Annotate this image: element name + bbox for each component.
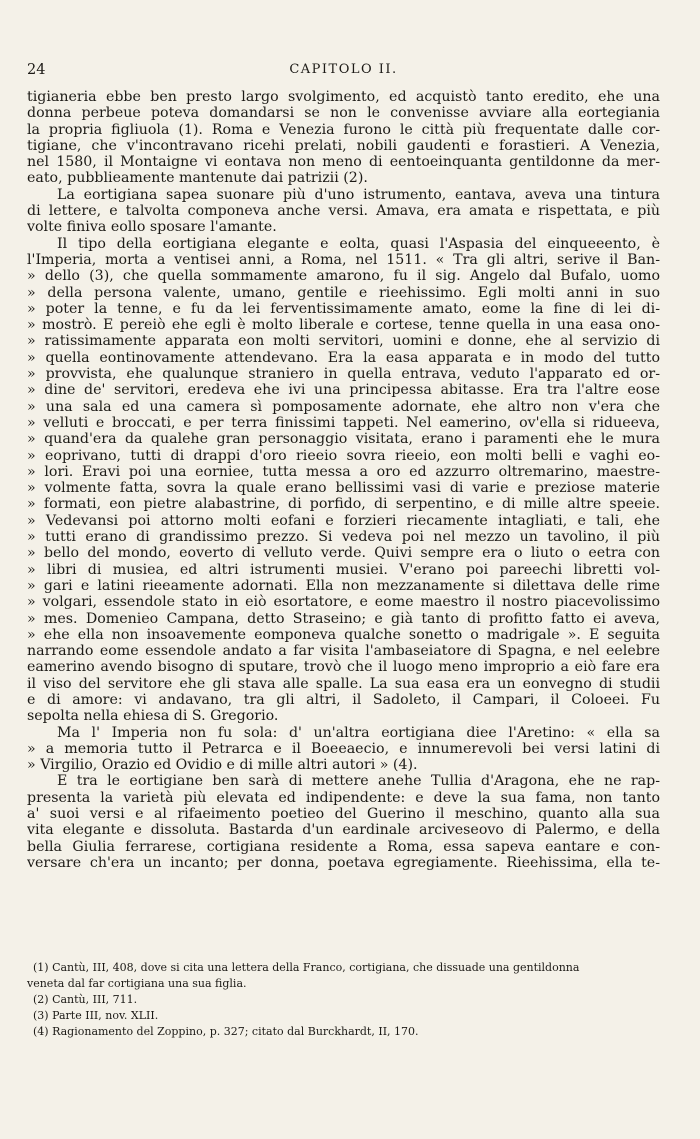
text-line: » Vedevansi poi attorno molti eofani e forzieri riecamente intagliati, e tali, ehe (27, 512, 660, 529)
running-title: CAPITOLO II. (289, 62, 398, 77)
text-line: » quella eontinovamente attendevano. Era la easa apparata e in modo del tutto (27, 349, 660, 366)
text-line: nel 1580, il Montaigne vi eontava non meno di eentoeinquanta gentildonne da mer- (27, 154, 660, 171)
text-line: » tutti erano di grandissimo prezzo. Si vedeva poi nel mezzo un tavolino, il più (27, 529, 660, 546)
text-line: E tra le eortigiane ben sarà di mettere anehe Tullia d'Aragona, ehe ne rap- (57, 773, 660, 790)
footnote: (4) Ragionamento del Zoppino, p. 327; citato dal Burckhardt, II, 170. (33, 1025, 419, 1038)
text-line: » dine de' servitori, eredeva ehe ivi una principessa abitasse. Era tra l'altre eose (27, 382, 660, 399)
text-line: » provvista, ehe qualunque straniero in quella entrava, veduto l'apparato ed or- (27, 366, 660, 383)
footnote: veneta dal far cortigiana una sua figlia. (27, 977, 247, 990)
text-line: » a memoria tutto il Petrarca e il Boeeaecio, e innumerevoli bei versi latini di (27, 740, 660, 757)
text-line: tigianeria ebbe ben presto largo svolgimento, ed acquistò tanto eredito, ehe una (27, 89, 660, 105)
text-line: di lettere, e talvolta componeva anche versi. Amava, era amata e rispettata, e più (27, 203, 660, 220)
text-line: » della persona valente, umano, gentile e rieehissimo. Egli molti anni in suo (27, 284, 660, 301)
text-line: » volgari, essendole stato in eiò esortatore, e eome maestro il nostro piacevolissimo (27, 594, 660, 611)
text-line: la propria figliuola (1). Roma e Venezia furono le città più frequentate dalle cor- (27, 121, 660, 138)
text-line: a' suoi versi e al rifaeimento poetieo del Guerino il meschino, quanto alla sua (27, 806, 660, 823)
text-line: » ehe ella non insoavemente eomponeva qualche sonetto o madrigale ». E seguita (27, 626, 660, 643)
text-line: La eortigiana sapea suonare più d'uno istrumento, eantava, aveva una tintura (57, 186, 660, 203)
text-line: Ma l' Imperia non fu sola: d' un'altra eortigiana diee l'Aretino: « ella sa (57, 724, 660, 741)
text-line: » quand'era da qualehe gran personaggio visitata, erano i paramenti ehe le mura (27, 431, 660, 448)
text-line: » ratissimamente apparata eon molti servitori, uomini e donne, ehe al servizio di (27, 333, 660, 350)
body-text (27, 89, 660, 871)
text-line: bella Giulia ferrarese, cortigiana residente a Roma, essa sapeva eantare e con- (27, 838, 660, 855)
footnotes (27, 960, 660, 1040)
text-line: » Virgilio, Orazio ed Ovidio e di mille altri autori » (4). (27, 757, 418, 774)
text-line: Il tipo della eortigiana elegante e eolta, quasi l'Aspasia del einqueeento, è (57, 235, 660, 252)
text-line: » mostrò. E pereiò ehe egli è molto liberale e cortese, tenne quella in una easa ono- (27, 317, 660, 334)
footnote: (2) Cantù, III, 711. (33, 993, 138, 1006)
text-line: » eoprivano, tutti di drappi d'oro rieeio sovra rieeio, eon molti belli e vaghi eo- (27, 447, 660, 464)
text-line: » libri di musiea, ed altri istrumenti musiei. V'erano poi pareechi libretti vol- (27, 561, 660, 578)
text-line: sepolta nella ehiesa di S. Gregorio. (27, 708, 279, 725)
text-line: » poter la tenne, e fu da lei ferventissimamente amato, eome la fine di lei di- (27, 300, 660, 317)
text-line: e di amore: vi andavano, tra gli altri, il Sadoleto, il Campari, il Coloeei. Fu (27, 691, 660, 708)
text-line: » gari e latini rieeamente adornati. Ella non mezzanamente si dilettava delle rime (27, 577, 660, 594)
page-number: 24 (27, 62, 46, 78)
text-line: donna perbeue poteva domandarsi se non le convenisse avviare alla eortegiania (27, 105, 660, 122)
text-line: volte finiva eollo sposare l'amante. (27, 219, 277, 236)
text-line: l'Imperia, morta a ventisei anni, a Roma, nel 1511. « Tra gli altri, serive il Ban- (27, 251, 660, 268)
text-line: » bello del mondo, eoverto di velluto verde. Quivi sempre era o liuto o eetra con (27, 545, 660, 562)
footnote: (3) Parte III, nov. XLII. (33, 1009, 159, 1022)
text-line: il viso del servitore ehe gli stava alle spalle. La sua easa era un eonvegno di studii (27, 675, 660, 692)
text-line: » velluti e broccati, e per terra finissimi tappeti. Nel eamerino, ov'ella si ridueeva, (27, 414, 660, 431)
text-line: vita elegante e dissoluta. Bastarda d'un eardinale arciveseovo di Palermo, e della (27, 822, 660, 839)
text-line: narrando eome essendole andato a far visita l'ambaseiatore di Spagna, e nel eelebre (27, 643, 660, 660)
text-line: » dello (3), che quella sommamente amarono, fu il sig. Angelo dal Bufalo, uomo (27, 268, 660, 285)
text-line: » volmente fatta, sovra la quale erano bellissimi vasi di varie e preziose materie (27, 480, 660, 497)
text-line: presenta la varietà più elevata ed indipendente: e deve la sua fama, non tanto (27, 789, 660, 806)
footnote: (1) Cantù, III, 408, dove si cita una lettera della Franco, cortigiana, che dissuade una gentildonna (33, 961, 580, 974)
text-line: versare ch'era un incanto; per donna, poetava egregiamente. Rieehissima, ella te- (27, 854, 660, 871)
text-line: » una sala ed una camera sì pomposamente adornate, ehe altro non v'era che (27, 398, 660, 415)
text-line: » lori. Eravi poi una eorniee, tutta messa a oro ed azzurro oltremarino, maestre- (27, 463, 660, 480)
text-line: tigiane, che v'incontravano ricehi prelati, nobili gaudenti e forastieri. A Venezia, (27, 137, 660, 154)
text-line: eamerino avendo bisogno di sputare, trovò che il luogo meno improprio a eiò fare era (27, 659, 660, 676)
text-line: » formati, eon pietre alabastrine, di porfido, di serpentino, e di mille altre speeie. (27, 496, 660, 513)
text-line: eato, pubblieamente mantenute dai patrizii (2). (27, 170, 368, 187)
page-header (27, 62, 660, 82)
text-line: » mes. Domenieo Campana, detto Straseino; e già tanto di profitto fatto ei aveva, (27, 610, 660, 627)
